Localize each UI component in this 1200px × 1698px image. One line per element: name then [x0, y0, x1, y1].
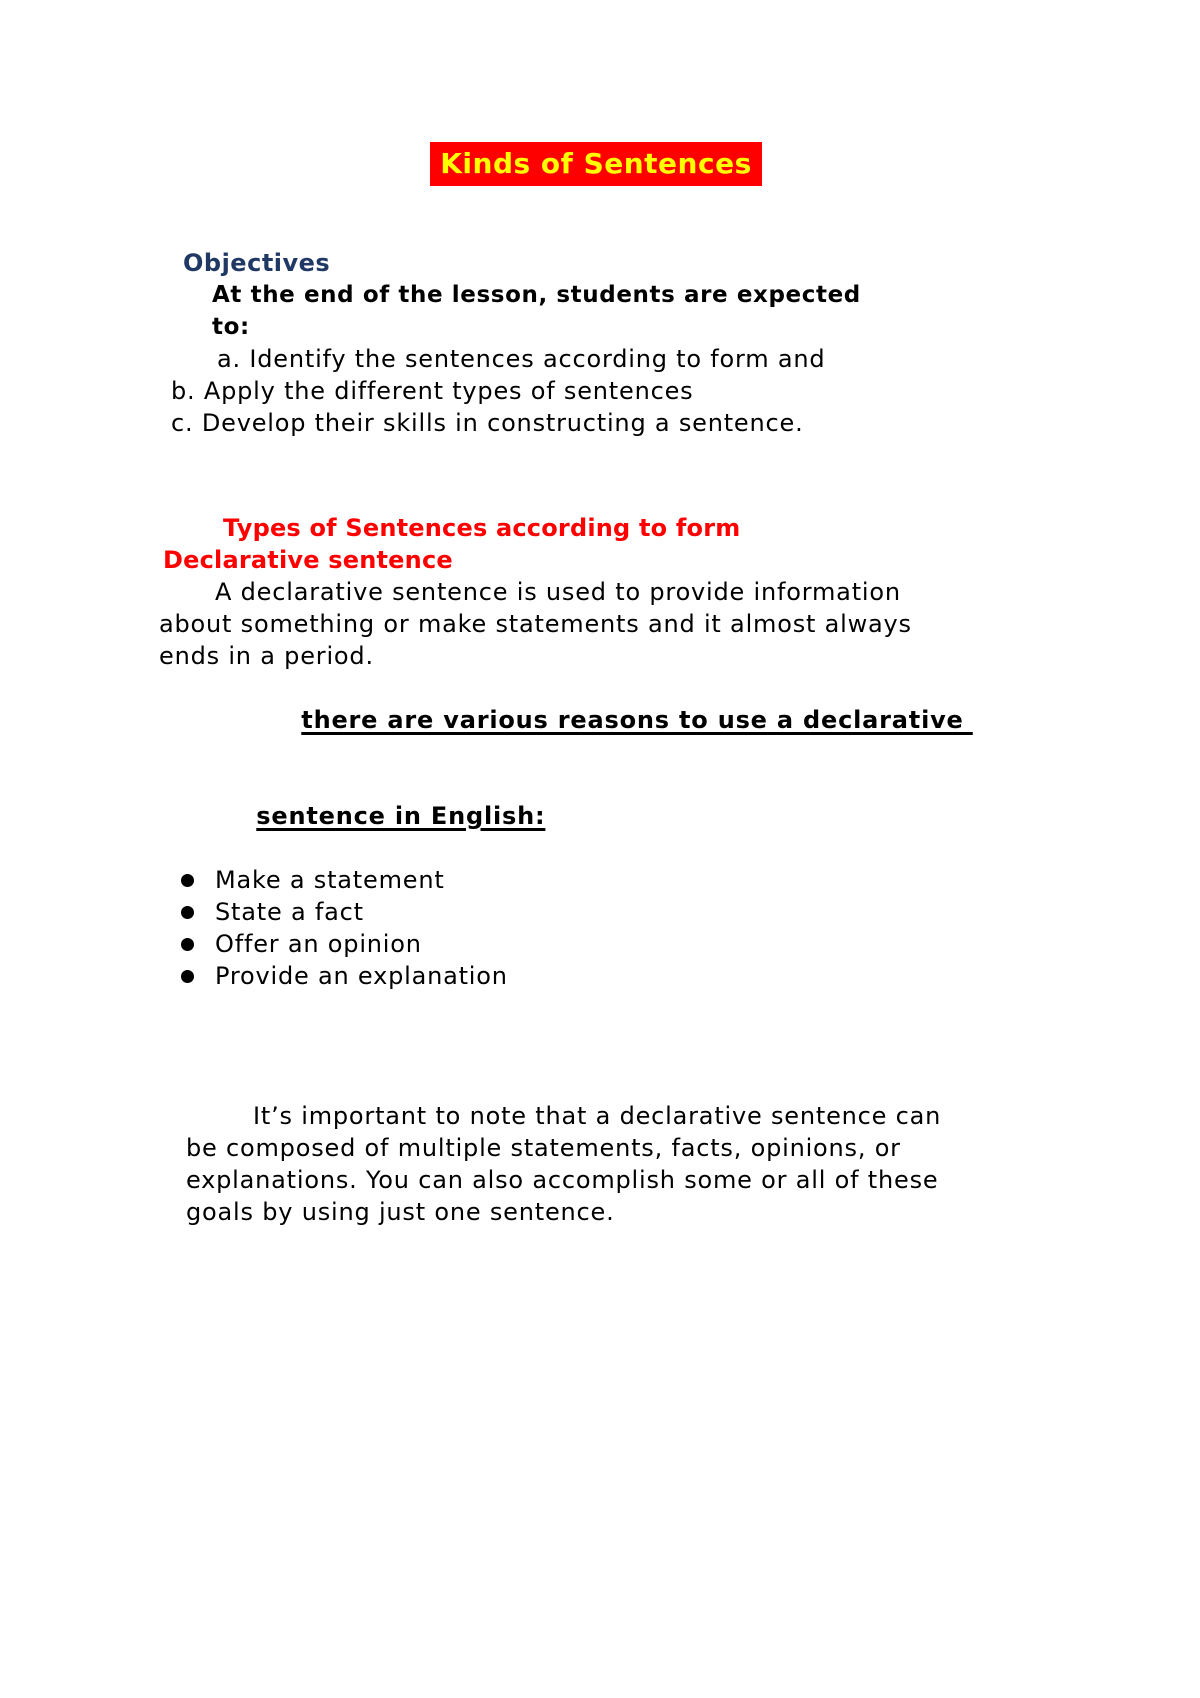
- bullet-item-label: State a fact: [215, 898, 364, 926]
- bullet-dot-icon: [181, 970, 194, 983]
- types-of-sentences-heading: Types of Sentences according to form: [223, 514, 741, 542]
- bullet-item: [181, 928, 1033, 960]
- objectives-intro-line-1: At the end of the lesson, students are expected: [212, 282, 861, 308]
- page-title: Kinds of Sentences: [430, 142, 762, 186]
- declarative-paragraph-line-1: A declarative sentence is used to provide information: [215, 578, 901, 606]
- declarative-sentence-heading: Declarative sentence: [163, 546, 453, 574]
- reasons-heading-line-1: [217, 672, 1033, 768]
- title-row: [159, 142, 1033, 186]
- bullet-item-label: Offer an opinion: [215, 930, 422, 958]
- objective-item-b: b. Apply the different types of sentences: [171, 377, 694, 405]
- bullet-dot-icon: [181, 874, 194, 887]
- bullet-item-label: Make a statement: [215, 866, 445, 894]
- reasons-heading-text-2: sentence in English:: [256, 802, 546, 830]
- bullet-item: [181, 864, 1033, 896]
- objective-item-c: c. Develop their skills in constructing a sentence.: [171, 409, 804, 437]
- closing-paragraph: [186, 1100, 1033, 1228]
- bullet-dot-icon: [181, 938, 194, 951]
- declarative-paragraph-line-3: ends in a period.: [159, 642, 374, 670]
- reasons-heading-text-1: there are various reasons to use a declarative: [301, 706, 973, 734]
- objectives-intro-line-2: to:: [212, 314, 250, 340]
- reasons-heading-line-2: [172, 768, 1033, 864]
- closing-paragraph-line-4: goals by using just one sentence.: [186, 1198, 615, 1226]
- closing-paragraph-line-1: It’s important to note that a declarative sentence can: [253, 1102, 942, 1130]
- objective-item-a: a. Identify the sentences according to form and: [217, 345, 826, 373]
- closing-paragraph-line-2: be composed of multiple statements, facts, opinions, or: [186, 1134, 901, 1162]
- types-section: [159, 512, 1033, 992]
- bullet-dot-icon: [181, 906, 194, 919]
- closing-paragraph-line-3: explanations. You can also accomplish some or all of these: [186, 1166, 939, 1194]
- bullet-item: [181, 960, 1033, 992]
- bullet-item: [181, 896, 1033, 928]
- declarative-paragraph-line-2: about something or make statements and it almost always: [159, 610, 912, 638]
- bullet-item-label: Provide an explanation: [215, 962, 508, 990]
- objectives-heading: Objectives: [183, 249, 331, 277]
